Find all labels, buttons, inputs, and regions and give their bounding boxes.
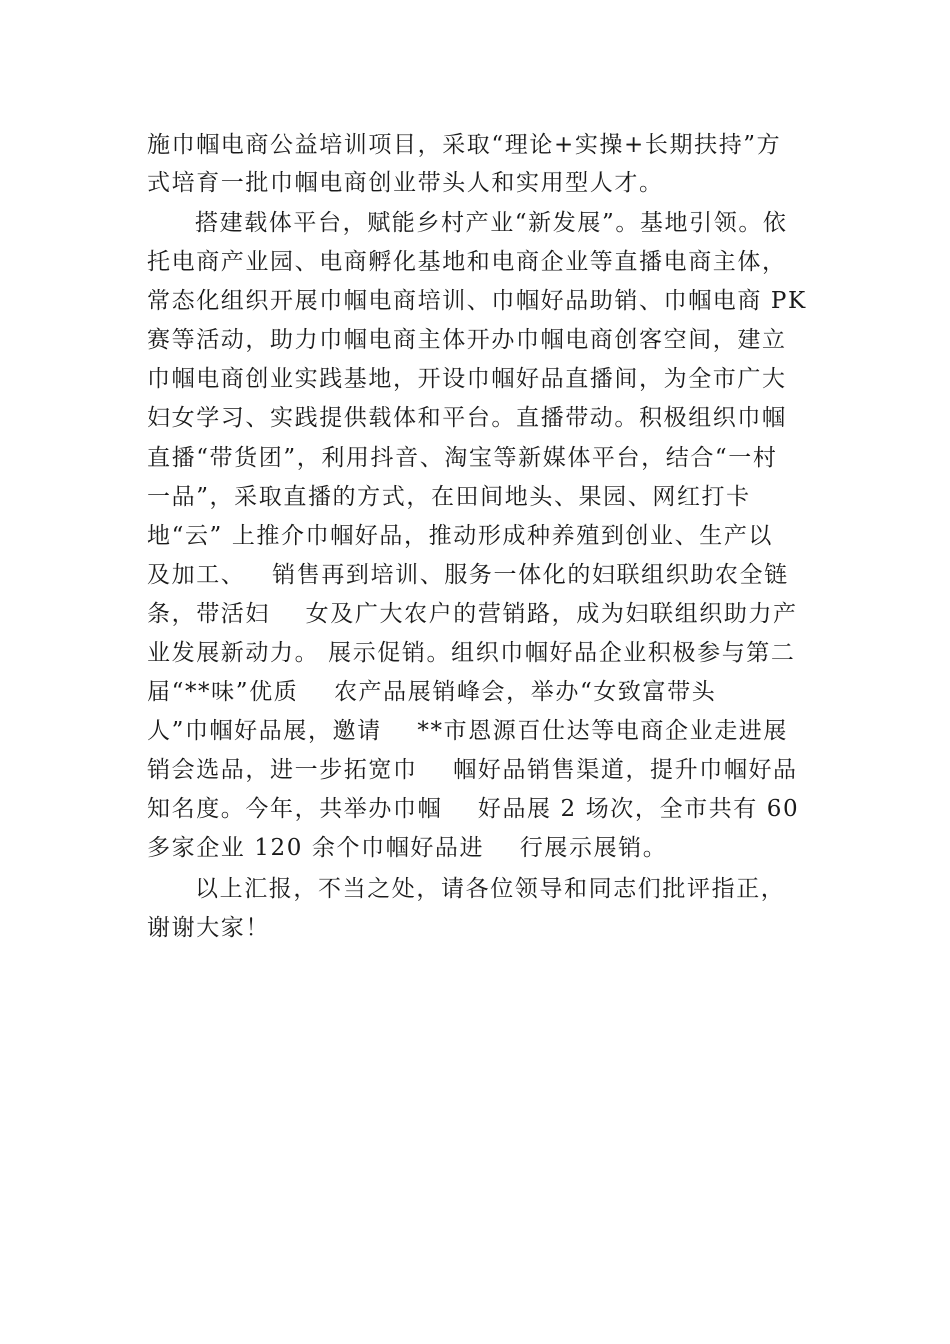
text-line: 地“云” 上推介巾帼好品，推动形成种养殖到创业、生产以 <box>147 523 774 549</box>
text-line: 条，带活妇 女及广大农户的营销路，成为妇联组织助力产 <box>147 601 798 627</box>
text-line: 销会选品，进一步拓宽巾 帼好品销售渠道，提升巾帼好品 <box>147 757 798 783</box>
text-line: 知名度。今年，共举办巾帼 好品展 2 场次，全市共有 60 <box>147 796 800 822</box>
text-line: 直播“带货团”，利用抖音、淘宝等新媒体平台，结合“一村 <box>147 445 778 471</box>
text-line: 及加工、 销售再到培训、服务一体化的妇联组织助农全链 <box>147 562 789 588</box>
text-line: 一品”，采取直播的方式，在田间地头、果园、网红打卡 <box>147 484 751 510</box>
text-line: 巾帼电商创业实践基地，开设巾帼好品直播间，为全市广大 <box>147 366 787 392</box>
text-line: 届“**味”优质 农产品展销峰会，举办“女致富带头 <box>147 679 717 705</box>
text-line: 式培育一批巾帼电商创业带头人和实用型人才。 <box>147 170 664 196</box>
text-line: 妇女学习、实践提供载体和平台。直播带动。积极组织巾帼 <box>147 405 787 431</box>
text-line: 以上汇报，不当之处，请各位领导和同志们批评指正， <box>195 876 786 902</box>
text-line: 赛等活动，助力巾帼电商主体开办巾帼电商创客空间，建立 <box>147 327 787 353</box>
text-line: 搭建载体平台，赋能乡村产业“新发展”。基地引领。依 <box>195 210 788 236</box>
text-line: 业发展新动力。 展示促销。组织巾帼好品企业积极参与第二 <box>147 640 796 666</box>
text-line: 谢谢大家！ <box>147 915 270 941</box>
text-line: 常态化组织开展巾帼电商培训、巾帼好品助销、巾帼电商 PK <box>147 288 807 314</box>
text-line: 多家企业 120 余个巾帼好品进 行展示展销。 <box>147 835 668 861</box>
text-line: 托电商产业园、电商孵化基地和电商企业等直播电商主体， <box>147 249 787 275</box>
text-line: 施巾帼电商公益培训项目，采取“理论+实操+长期扶持”方 <box>147 132 782 158</box>
text-line: 人”巾帼好品展，邀请 **市恩源百仕达等电商企业走进展 <box>147 718 789 744</box>
